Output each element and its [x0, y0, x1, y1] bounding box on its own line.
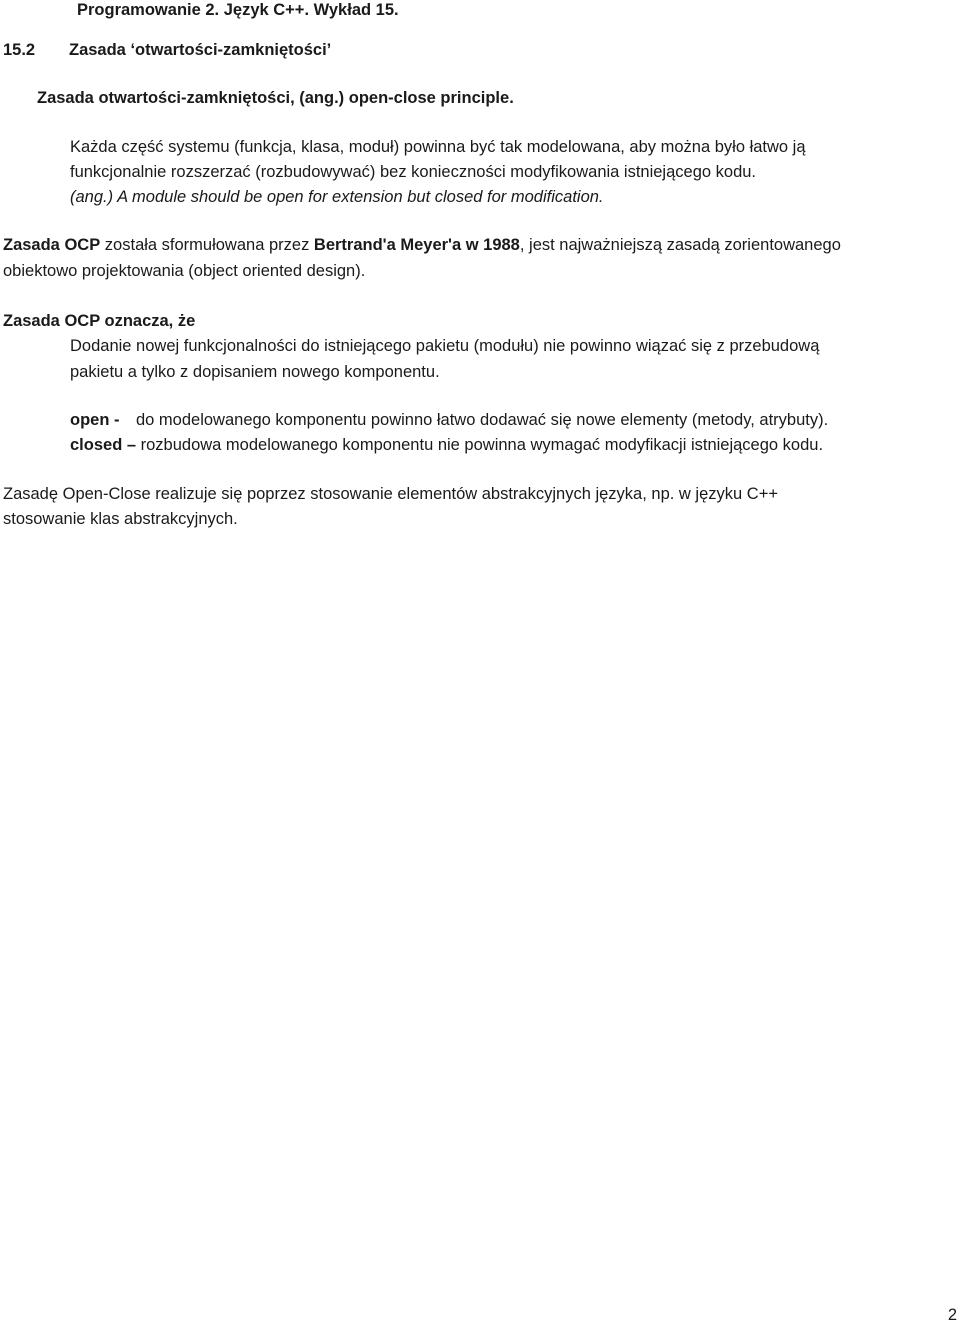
paragraph2-line1 — [3, 235, 841, 255]
paragraph1-english-quote: (ang.) A module should be open for extension but closed for modification. — [70, 188, 604, 206]
paragraph1-line2: funkcjonalnie rozszerzać (rozbudowywać) bez konieczności modyfikowania istniejącego kodu. — [70, 163, 757, 181]
paragraph3-heading: Zasada OCP oznacza, że — [3, 312, 196, 330]
paragraph2-text1: została sformułowana przez — [100, 236, 314, 254]
term-open: open - — [70, 411, 120, 429]
term-author: Bertrand'a Meyer'a w 1988 — [313, 236, 520, 254]
subtitle: Zasada otwartości-zamkniętości, (ang.) open-close principle. — [37, 89, 514, 107]
term-closed: closed – — [70, 436, 137, 454]
paragraph2-line2: obiektowo projektowania (object oriented design). — [3, 262, 366, 280]
paragraph2-text2: , jest najważniejszą zasadą zorientowanego — [519, 236, 841, 254]
page-number: 2 — [947, 1306, 957, 1324]
definition-open — [70, 410, 828, 430]
paragraph5-line2: stosowanie klas abstrakcyjnych. — [3, 510, 238, 528]
page-header: Programowanie 2. Język C++. Wykład 15. — [77, 1, 399, 19]
definition-open-text: do modelowanego komponentu powinno łatwo dodawać się nowe elementy (metody, atrybuty). — [136, 411, 829, 429]
paragraph1-line1: Każda część systemu (funkcja, klasa, moduł) powinna być tak modelowana, aby można było łatwo ją — [70, 138, 806, 156]
section-number: 15.2 — [3, 41, 36, 59]
paragraph3-line2: pakietu a tylko z dopisaniem nowego komponentu. — [70, 363, 440, 381]
paragraph5-line1: Zasadę Open-Close realizuje się poprzez stosowanie elementów abstrakcyjnych języka, np. w języku C++ — [3, 485, 778, 503]
term-ocp: Zasada OCP — [3, 236, 101, 254]
definition-closed-text: rozbudowa modelowanego komponentu nie powinna wymagać modyfikacji istniejącego kodu. — [136, 436, 824, 454]
section-heading — [3, 40, 331, 60]
definition-closed — [70, 435, 823, 455]
section-title: Zasada ‘otwartości-zamkniętości’ — [69, 41, 332, 59]
paragraph3-line1: Dodanie nowej funkcjonalności do istniejącego pakietu (modułu) nie powinno wiązać się z przebudową — [70, 337, 820, 355]
